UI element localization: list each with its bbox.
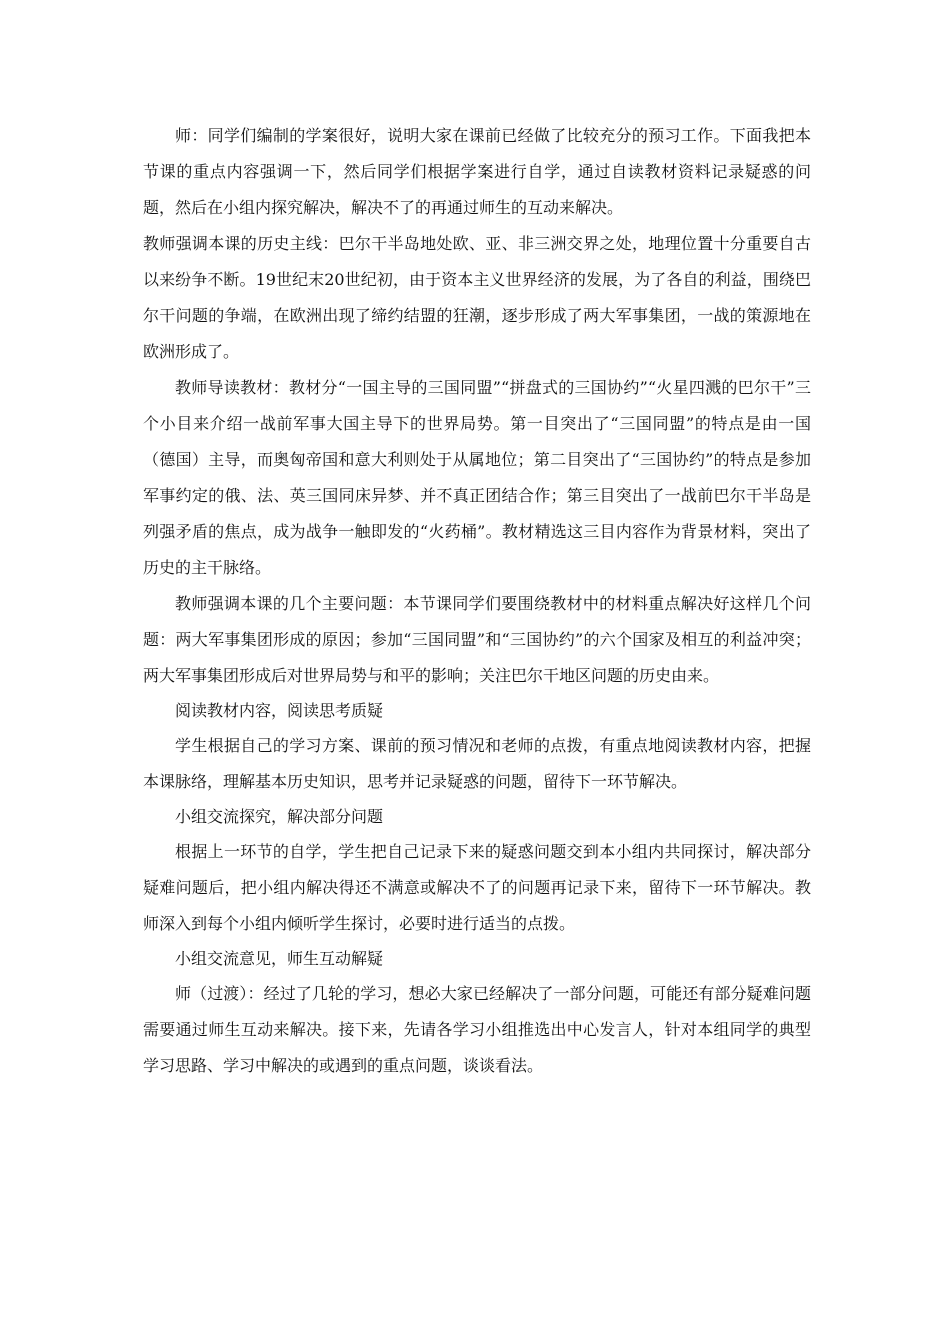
paragraph-textbook-guide: 教师导读教材：教材分“一国主导的三国同盟”“拼盘式的三国协约”“火星四溅的巴尔干”三个小目来介绍一战前军事大国主导下的世界局势。第一目突出了“三国同盟”的特点是由一国（德国）主导，而奥匈帝国和意大利则处于从属地位；第二目突出了“三国协约”的特点是参加军事约定的俄、法、英三国同床异梦、并不真正团结合作；第三目突出了一战前巴尔干半岛是列强矛盾的焦点，成为战争一触即发的“火药桶”。教材精选这三目内容作为背景材料，突出了历史的主干脉络。 <box>143 378 811 577</box>
section-heading-group-discussion: 小组交流探究，解决部分问题 <box>175 807 384 826</box>
paragraph-key-questions: 教师强调本课的几个主要问题：本节课同学们要围绕教材中的材料重点解决好这样几个问题：两大军事集团形成的原因；参加“三国同盟”和“三国协约”的六个国家及相互的利益冲突；两大军事集团形成后对世界局势与和平的影响；关注巴尔干地区问题的历史由来。 <box>143 594 811 685</box>
paragraph-student-reading: 学生根据自己的学习方案、课前的预习情况和老师的点拨，有重点地阅读教材内容，把握本课脉络，理解基本历史知识，思考并记录疑惑的问题，留待下一环节解决。 <box>143 736 811 791</box>
paragraph-teacher-intro: 师：同学们编制的学案很好，说明大家在课前已经做了比较充分的预习工作。下面我把本节课的重点内容强调一下，然后同学们根据学案进行自学，通过自读教材资料记录疑惑的问题，然后在小组内探究解决，解决不了的再通过师生的互动来解决。 <box>143 126 811 217</box>
paragraph-teacher-transition: 师（过渡）：经过了几轮的学习，想必大家已经解决了一部分问题，可能还有部分疑难问题需要通过师生互动来解决。接下来，先请各学习小组推选出中心发言人，针对本组同学的典型学习思路、学习中解决的或遇到的重点问题，谈谈看法。 <box>143 984 811 1075</box>
section-heading-reading: 阅读教材内容，阅读思考质疑 <box>175 701 384 720</box>
section-heading-interaction: 小组交流意见，师生互动解疑 <box>175 949 384 968</box>
paragraph-group-discussion: 根据上一环节的自学，学生把自己记录下来的疑惑问题交到本小组内共同探讨，解决部分疑难问题后，把小组内解决得还不满意或解决不了的问题再记录下来，留待下一环节解决。教师深入到每个小组内倾听学生探讨，必要时进行适当的点拨。 <box>143 842 811 933</box>
document-page <box>143 118 811 1084</box>
paragraph-history-mainline: 教师强调本课的历史主线：巴尔干半岛地处欧、亚、非三洲交界之处，地理位置十分重要自古以来纷争不断。19世纪末20世纪初，由于资本主义世界经济的发展，为了各自的利益，围绕巴尔干问题的争端，在欧洲出现了缔约结盟的狂潮，逐步形成了两大军事集团，一战的策源地在欧洲形成了。 <box>143 234 811 361</box>
